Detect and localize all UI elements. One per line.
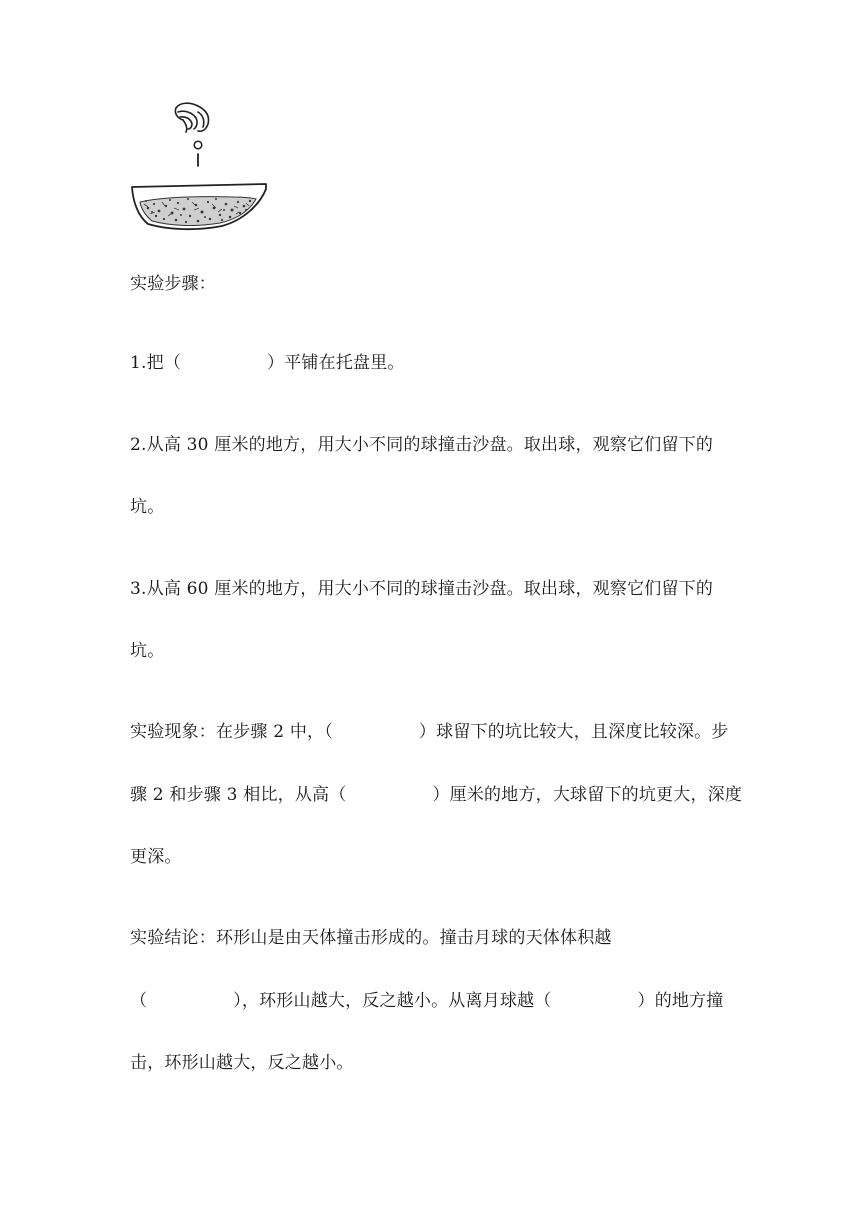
hand-icon <box>175 103 208 132</box>
step-2-text-line-2: 坑。 <box>130 497 165 517</box>
conclusion-text-line-3: 击，环形山越大，反之越小。 <box>130 1053 354 1073</box>
step-3-text-line-1: 3.从高 60 厘米的地方，用大小不同的球撞击沙盘。取出球，观察它们留下的 <box>130 579 714 599</box>
ball-icon <box>194 141 202 149</box>
phenomenon-text-line-3: 更深。 <box>130 847 182 867</box>
tray-icon <box>132 184 266 229</box>
step-3-text-line-2: 坑。 <box>130 641 165 661</box>
step-1-text: 1.把（ ）平铺在托盘里。 <box>130 353 405 373</box>
step-2-text-line-1: 2.从高 30 厘米的地方，用大小不同的球撞击沙盘。取出球，观察它们留下的 <box>130 435 714 455</box>
conclusion-text-line-2: （ ），环形山越大，反之越小。从离月球越（ ）的地方撞 <box>130 991 724 1011</box>
phenomenon-text-line-1: 实验现象：在步骤 2 中，（ ）球留下的坑比较大，且深度比较深。步 <box>130 722 729 742</box>
sand-tray-illustration <box>126 98 272 234</box>
steps-heading: 实验步骤： <box>130 274 216 294</box>
conclusion-text-line-1: 实验结论：环形山是由天体撞击形成的。撞击月球的天体体积越 <box>130 928 612 948</box>
phenomenon-text-line-2: 骤 2 和步骤 3 相比，从高（ ）厘米的地方，大球留下的坑更大，深度 <box>130 785 743 805</box>
